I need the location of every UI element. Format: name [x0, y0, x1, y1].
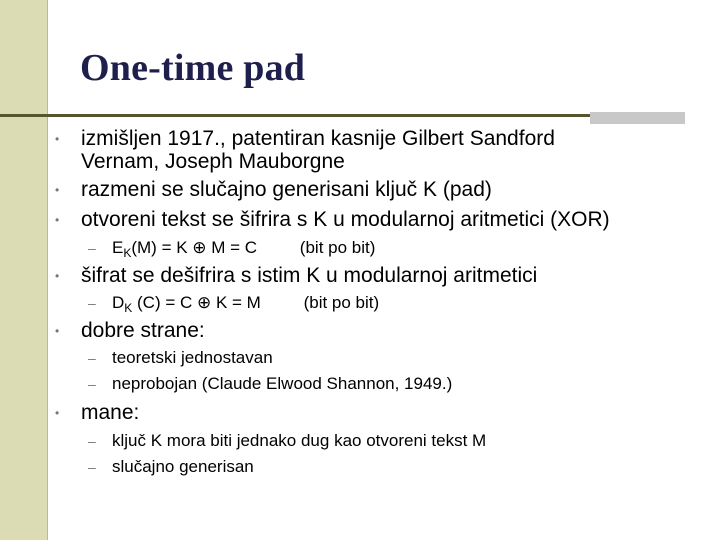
bullet-icon: • [55, 132, 60, 146]
formula-fn: E [112, 238, 124, 257]
bullet-text: izmišljen 1917., patentiran kasnije Gilbert Sandford [81, 127, 555, 150]
slide-title: One-time pad [80, 47, 306, 89]
dash-icon: – [88, 350, 96, 366]
pros-text: neprobojan (Claude Elwood Shannon, 1949.) [112, 374, 453, 393]
decorative-sidebar [0, 0, 47, 540]
bullet-icon: • [55, 406, 60, 420]
bullet-item [55, 401, 140, 424]
pros-item [88, 374, 453, 394]
formula-fn: D [112, 293, 125, 312]
bullet-text: šifrat se dešifrira s istim K u modularnoj aritmetici [81, 264, 538, 287]
bullet-item [55, 319, 205, 342]
formula-decrypt [88, 293, 380, 318]
sidebar-edge [47, 0, 48, 540]
dash-icon: – [88, 459, 96, 475]
dash-icon: – [88, 295, 96, 311]
bullet-item-continuation [81, 151, 345, 173]
dash-icon: – [88, 376, 96, 392]
bullet-text: Vernam, Joseph Mauborgne [81, 150, 345, 173]
formula-note: (bit po bit) [303, 293, 380, 312]
bullet-icon: • [55, 324, 60, 338]
pros-text: teoretski jednostavan [112, 348, 273, 367]
cons-item [88, 431, 487, 451]
pros-item [88, 348, 273, 368]
bullet-text: razmeni se slučajno generisani ključ K (pad) [81, 178, 492, 201]
bullet-text: mane: [81, 401, 140, 424]
bullet-icon: • [55, 183, 60, 197]
formula-subscript: K [124, 301, 133, 315]
dash-icon: – [88, 433, 96, 449]
formula-expression: (M) = K ⊕ M = C [131, 238, 258, 257]
bullet-icon: • [55, 269, 60, 283]
cons-text: ključ K mora biti jednako dug kao otvoreni tekst M [112, 431, 487, 450]
cons-text: slučajno generisan [112, 457, 254, 476]
bullet-item [55, 178, 492, 201]
bullet-item [55, 127, 555, 150]
bullet-text: otvoreni tekst se šifrira s K u modularnoj aritmetici (XOR) [81, 208, 610, 231]
formula-encrypt [88, 238, 376, 263]
bullet-item [55, 264, 538, 287]
bullet-item [55, 208, 610, 231]
cons-item [88, 457, 254, 477]
formula-subscript: K [123, 246, 132, 260]
title-divider [0, 114, 590, 117]
bullet-text: dobre strane: [81, 319, 205, 342]
bullet-icon: • [55, 213, 60, 227]
title-divider-accent [590, 112, 685, 124]
formula-expression: (C) = C ⊕ K = M [132, 293, 261, 312]
dash-icon: – [88, 240, 96, 256]
formula-note: (bit po bit) [299, 238, 376, 257]
